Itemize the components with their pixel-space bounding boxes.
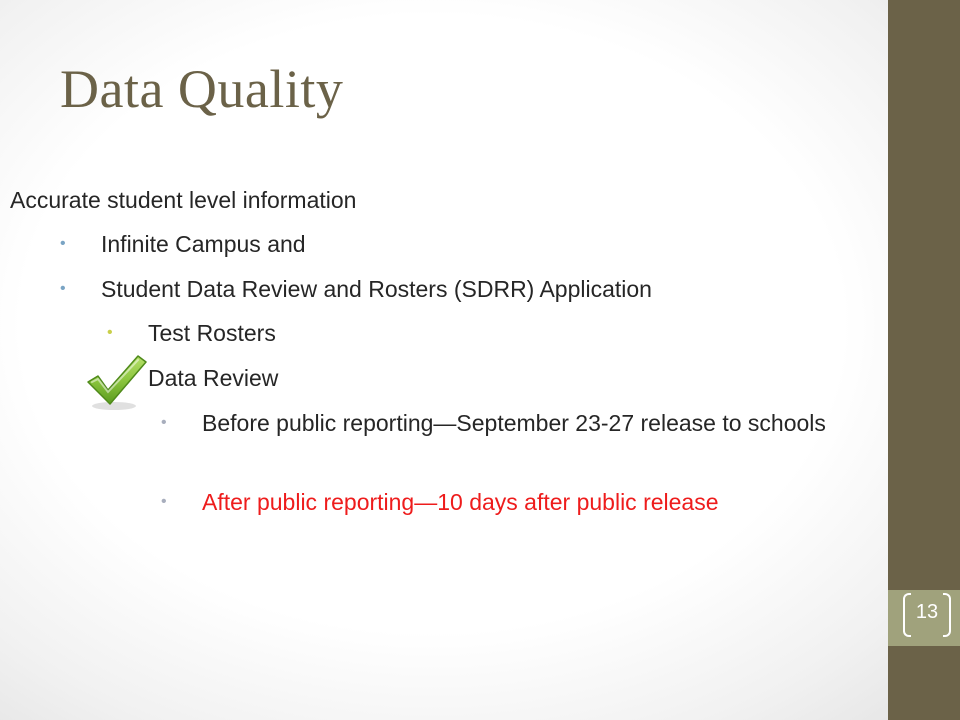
slide-title: Data Quality [60, 59, 344, 119]
bullet-after-public-reporting: After public reporting—10 days after public release [202, 489, 719, 515]
bullet-marker: • [161, 414, 167, 431]
main-heading: Accurate student level information [10, 187, 357, 213]
bullet-test-rosters: Test Rosters [148, 320, 276, 346]
checkmark-icon [84, 352, 150, 412]
bullet-data-review: Data Review [148, 365, 279, 391]
bullet-sdrr-application: Student Data Review and Rosters (SDRR) Application [101, 276, 652, 302]
bullet-marker: • [60, 280, 66, 297]
bullet-before-public-reporting: Before public reporting—September 23-27 release to schools [202, 410, 826, 436]
bullet-infinite-campus: Infinite Campus and [101, 231, 306, 257]
bullet-marker: • [161, 493, 167, 510]
bullet-marker: • [107, 324, 113, 341]
page-number: 13 [915, 601, 939, 623]
bullet-marker: • [60, 235, 66, 252]
